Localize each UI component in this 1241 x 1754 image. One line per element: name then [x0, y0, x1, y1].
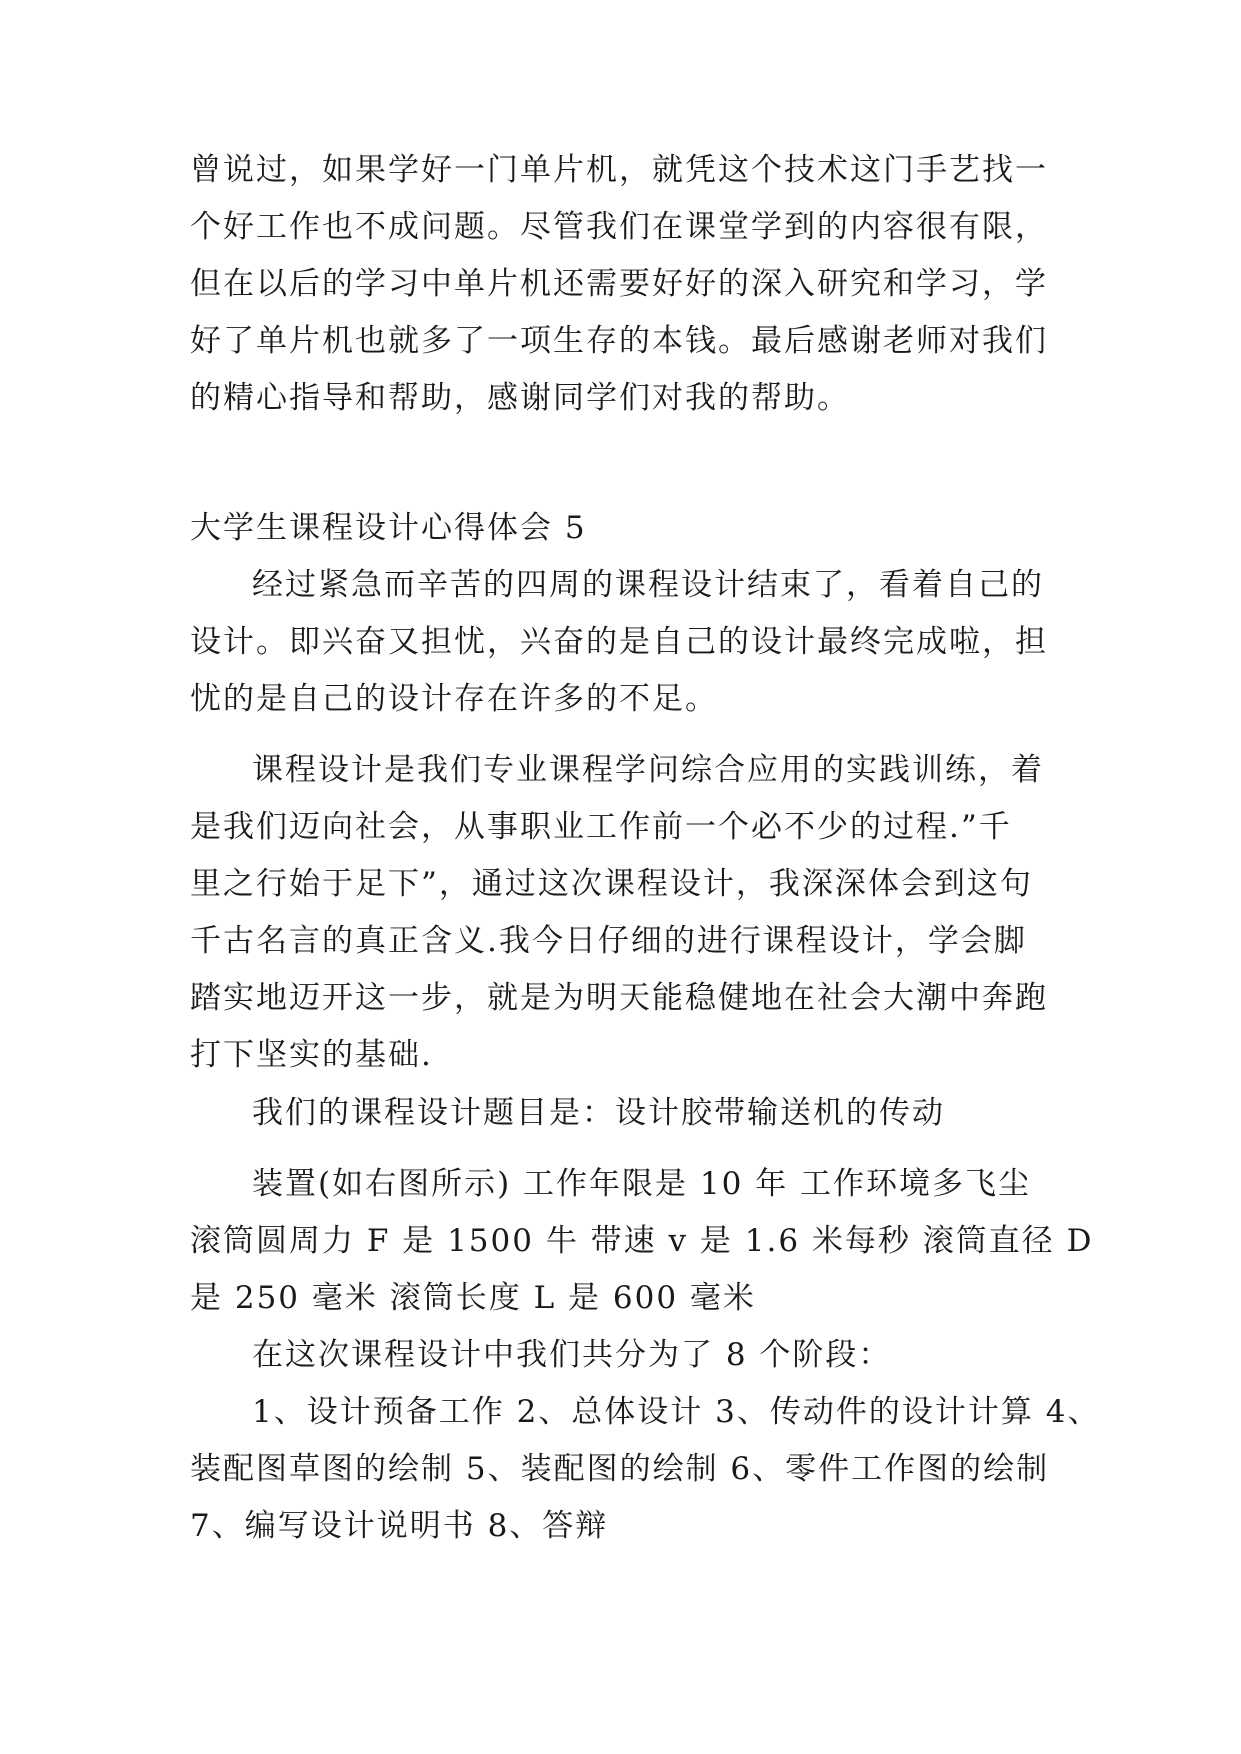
- paragraph-line: 我们的课程设计题目是：设计胶带输送机的传动: [252, 1095, 945, 1131]
- paragraph-line: 设计。即兴奋又担忧，兴奋的是自己的设计最终完成啦，担: [190, 624, 1048, 660]
- paragraph-line: 是 250 毫米 滚筒长度 L 是 600 毫米: [190, 1280, 756, 1316]
- paragraph-line: 的精心指导和帮助，感谢同学们对我的帮助。: [190, 380, 850, 416]
- paragraph-line: 是我们迈向社会，从事职业工作前一个必不少的过程.”千: [190, 809, 1012, 845]
- paragraph-line: 但在以后的学习中单片机还需要好好的深入研究和学习，学: [190, 266, 1048, 302]
- paragraph-line: 里之行始于足下”，通过这次课程设计，我深深体会到这句: [190, 866, 1033, 902]
- paragraph-line: 1、设计预备工作 2、总体设计 3、传动件的设计计算 4、: [252, 1394, 1101, 1430]
- paragraph-line: 装配图草图的绘制 5、装配图的绘制 6、零件工作图的绘制: [190, 1451, 1050, 1487]
- paragraph-line: 千古名言的真正含义.我今日仔细的进行课程设计，学会脚: [190, 923, 1027, 959]
- paragraph-line: 忧的是自己的设计存在许多的不足。: [190, 681, 718, 717]
- section-heading: 大学生课程设计心得体会 5: [190, 510, 587, 546]
- paragraph-line: 7、编写设计说明书 8、答辩: [190, 1508, 609, 1544]
- paragraph-line: 课程设计是我们专业课程学问综合应用的实践训练，着: [252, 752, 1044, 788]
- paragraph-line: 踏实地迈开这一步，就是为明天能稳健地在社会大潮中奔跑: [190, 980, 1048, 1016]
- paragraph-line: 好了单片机也就多了一项生存的本钱。最后感谢老师对我们: [190, 323, 1048, 359]
- paragraph-line: 滚筒圆周力 F 是 1500 牛 带速 v 是 1.6 米每秒 滚筒直径 D: [190, 1223, 1094, 1259]
- paragraph-line: 在这次课程设计中我们共分为了 8 个阶段：: [252, 1337, 892, 1373]
- paragraph-line: 装置(如右图所示) 工作年限是 10 年 工作环境多飞尘: [252, 1166, 1032, 1202]
- paragraph-line: 经过紧急而辛苦的四周的课程设计结束了，看着自己的: [252, 567, 1044, 603]
- paragraph-line: 个好工作也不成问题。尽管我们在课堂学到的内容很有限，: [190, 209, 1048, 245]
- paragraph-line: 曾说过，如果学好一门单片机，就凭这个技术这门手艺找一: [190, 152, 1048, 188]
- paragraph-line: 打下坚实的基础.: [190, 1037, 433, 1073]
